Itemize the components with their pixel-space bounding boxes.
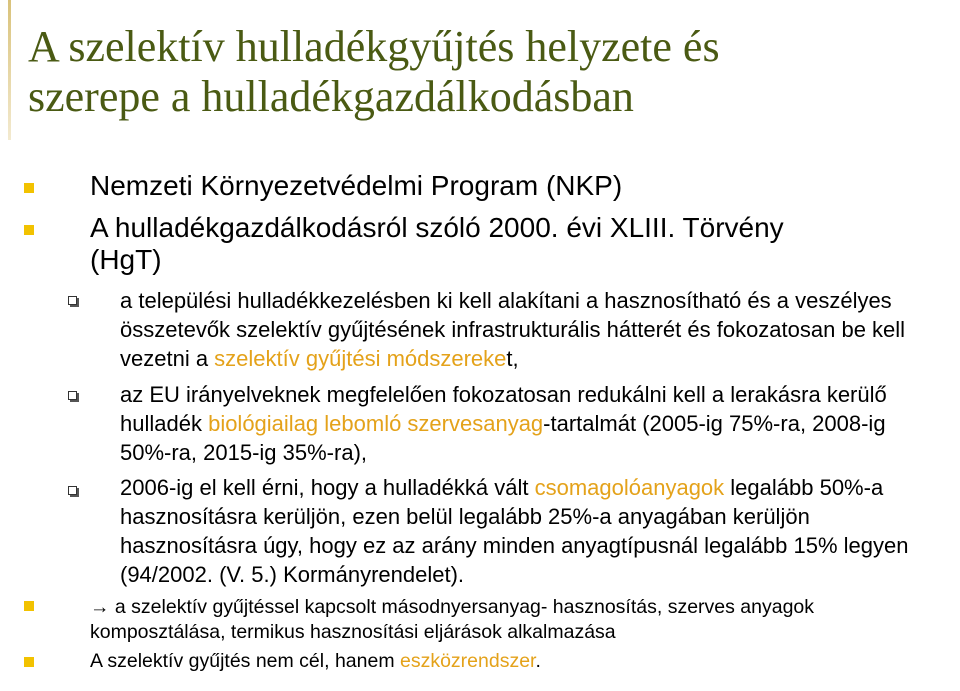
bullet-hgt-line1: A hulladékgazdálkodásról szóló 2000. évi XLIII. Törvény [90, 212, 784, 243]
square-bullet-icon [24, 657, 34, 667]
square-bullet-icon [24, 601, 34, 611]
square-bullet-icon [24, 225, 34, 235]
bullet-secondary-raw-material: → a szelektív gyűjtéssel kapcsolt másodnyersanyag- hasznosítás, szerves anyagok komposztálása, termikus hasznosítási eljárások alkalmazása [90, 596, 815, 643]
sub-bullet-packaging [120, 473, 935, 589]
slide-title-line1: A szelektív hulladékgyűjtés helyzete és [28, 22, 720, 71]
sub-bullet-selective-collection [120, 286, 935, 373]
bullet-tool-system [90, 649, 950, 674]
highlighted-term: csomagolóanyagok [534, 475, 725, 500]
decorative-left-rule [8, 0, 11, 140]
sub-bullet-text: t, [506, 346, 519, 371]
hollow-square-bullet-icon [68, 486, 77, 495]
bullet-text: . [535, 650, 541, 672]
hollow-square-bullet-icon [68, 391, 77, 400]
sub-bullet-biodegradable [120, 380, 935, 467]
hollow-square-bullet-icon [68, 296, 77, 305]
bullet-text: A szelektív gyűjtés nem cél, hanem [90, 650, 400, 672]
highlighted-term: biológiailag lebomló szervesanyag [208, 411, 544, 436]
slide-title [28, 22, 948, 122]
bullet-hgt [90, 212, 930, 276]
bullet-nkp: Nemzeti Környezetvédelmi Program (NKP) [90, 170, 623, 201]
slide-title-line2: szerepe a hulladékgazdálkodásban [28, 72, 634, 121]
sub-bullet-text: legalább 50%-a hasznosításra kerüljön, ezen belül legalább 25%-a anyagában kerüljön hasznosításra úgy, hogy ez az arány minden anyagtípusnál legalább 15% legyen (94/2002. (V. 5.) Kormányrendelet). [120, 475, 909, 587]
sub-bullet-text: 2006-ig el kell érni, hogy a hulladékká vált [120, 475, 535, 500]
bullet-hgt-line2: (HgT) [90, 244, 162, 275]
sub-bullet-text: az EU irányelveknek megfelelően fokozatosan redukálni kell a lerakásra kerülő hulladék [120, 382, 887, 436]
highlighted-term: eszközrendszer [399, 650, 536, 672]
sub-bullet-text: a települési hulladékkezelésben ki kell alakítani a hasznosítható és a veszélyes összetevők szelektív gyűjtésének infrastrukturális hátterét és fokozatosan be kell vezetni a [120, 288, 906, 371]
highlighted-term: szelektív gyűjtési módszereke [214, 346, 507, 371]
sub-bullet-text: -tartalmát (2005-ig 75%-ra, 2008-ig 50%-ra, 2015-ig 35%-ra), [120, 411, 886, 465]
square-bullet-icon [24, 183, 34, 193]
